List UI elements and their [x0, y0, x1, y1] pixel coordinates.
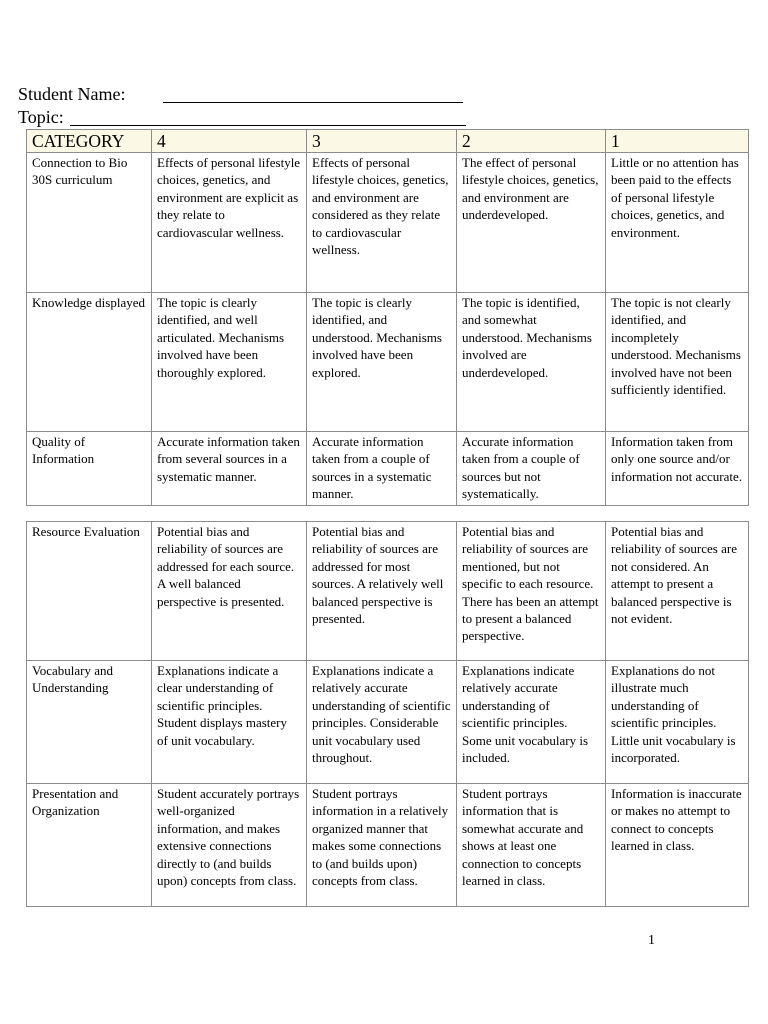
row-cell-score-4: Potential bias and reliability of sources are addressed for each source. A well balanced perspective is presented.: [152, 522, 307, 661]
table-row: [27, 293, 749, 432]
table-row: [27, 522, 749, 661]
row-category: Vocabulary and Understanding: [27, 661, 152, 784]
row-cell-score-1: Information taken from only one source and/or information not accurate.: [606, 432, 749, 506]
page-number: 1: [648, 933, 655, 948]
student-name-label: Student Name:: [18, 84, 126, 104]
row-cell-score-2: The topic is identified, and somewhat understood. Mechanisms involved are underdeveloped.: [457, 293, 606, 432]
topic-label: Topic:: [18, 107, 64, 127]
row-cell-score-4: Student accurately portrays well-organized information, and makes extensive connections directly to (and builds upon) concepts from class.: [152, 784, 307, 907]
row-cell-score-4: Effects of personal lifestyle choices, genetics, and environment are explicit as they relate to cardiovascular wellness.: [152, 153, 307, 293]
row-category: Connection to Bio 30S curriculum: [27, 153, 152, 293]
row-cell-score-4: Explanations indicate a clear understanding of scientific principles. Student displays mastery of unit vocabulary.: [152, 661, 307, 784]
row-cell-score-3: The topic is clearly identified, and understood. Mechanisms involved have been explored.: [307, 293, 457, 432]
table-row: [27, 153, 749, 293]
table-row: [27, 784, 749, 907]
header-category: CATEGORY: [27, 130, 152, 153]
table-row: [27, 661, 749, 784]
rubric-table-part-1: [26, 129, 749, 506]
table-row: [27, 432, 749, 506]
row-cell-score-1: The topic is not clearly identified, and incompletely understood. Mechanisms involved have not been sufficiently identified.: [606, 293, 749, 432]
row-cell-score-3: Effects of personal lifestyle choices, genetics, and environment are considered as they relate to cardiovascular wellness.: [307, 153, 457, 293]
row-category: Knowledge displayed: [27, 293, 152, 432]
row-cell-score-2: Potential bias and reliability of sources are mentioned, but not specific to each resource. There has been an attempt to present a balanced perspective.: [457, 522, 606, 661]
row-cell-score-3: Student portrays information in a relatively organized manner that makes some connections to (and builds upon) concepts from class.: [307, 784, 457, 907]
row-cell-score-2: Student portrays information that is somewhat accurate and shows at least one connection to concepts learned in class.: [457, 784, 606, 907]
student-name-field[interactable]: [163, 83, 463, 103]
header-score-3: 3: [307, 130, 457, 153]
row-cell-score-3: Accurate information taken from a couple of sources in a systematic manner.: [307, 432, 457, 506]
row-category: Resource Evaluation: [27, 522, 152, 661]
row-cell-score-3: Explanations indicate a relatively accurate understanding of scientific principles. Considerable unit vocabulary used throughout.: [307, 661, 457, 784]
row-cell-score-2: Explanations indicate relatively accurate understanding of scientific principles. Some unit vocabulary is included.: [457, 661, 606, 784]
row-category: Quality of Information: [27, 432, 152, 506]
row-cell-score-4: Accurate information taken from several sources in a systematic manner.: [152, 432, 307, 506]
row-category: Presentation and Organization: [27, 784, 152, 907]
row-cell-score-4: The topic is clearly identified, and well articulated. Mechanisms involved have been thoroughly explored.: [152, 293, 307, 432]
header-score-2: 2: [457, 130, 606, 153]
row-cell-score-2: Accurate information taken from a couple of sources but not systematically.: [457, 432, 606, 506]
row-cell-score-1: Little or no attention has been paid to the effects of personal lifestyle choices, genetics, and environment.: [606, 153, 749, 293]
row-cell-score-2: The effect of personal lifestyle choices, genetics, and environment are underdeveloped.: [457, 153, 606, 293]
row-cell-score-3: Potential bias and reliability of sources are addressed for most sources. A relatively well balanced perspective is presented.: [307, 522, 457, 661]
header-row: [27, 130, 749, 153]
row-cell-score-1: Potential bias and reliability of sources are not considered. An attempt to present a balanced perspective is not evident.: [606, 522, 749, 661]
header-score-4: 4: [152, 130, 307, 153]
header-score-1: 1: [606, 130, 749, 153]
row-cell-score-1: Explanations do not illustrate much understanding of scientific principles. Little unit vocabulary is incorporated.: [606, 661, 749, 784]
row-cell-score-1: Information is inaccurate or makes no attempt to connect to concepts learned in class.: [606, 784, 749, 907]
rubric-table-part-2: [26, 521, 749, 907]
topic-field[interactable]: [70, 106, 466, 126]
